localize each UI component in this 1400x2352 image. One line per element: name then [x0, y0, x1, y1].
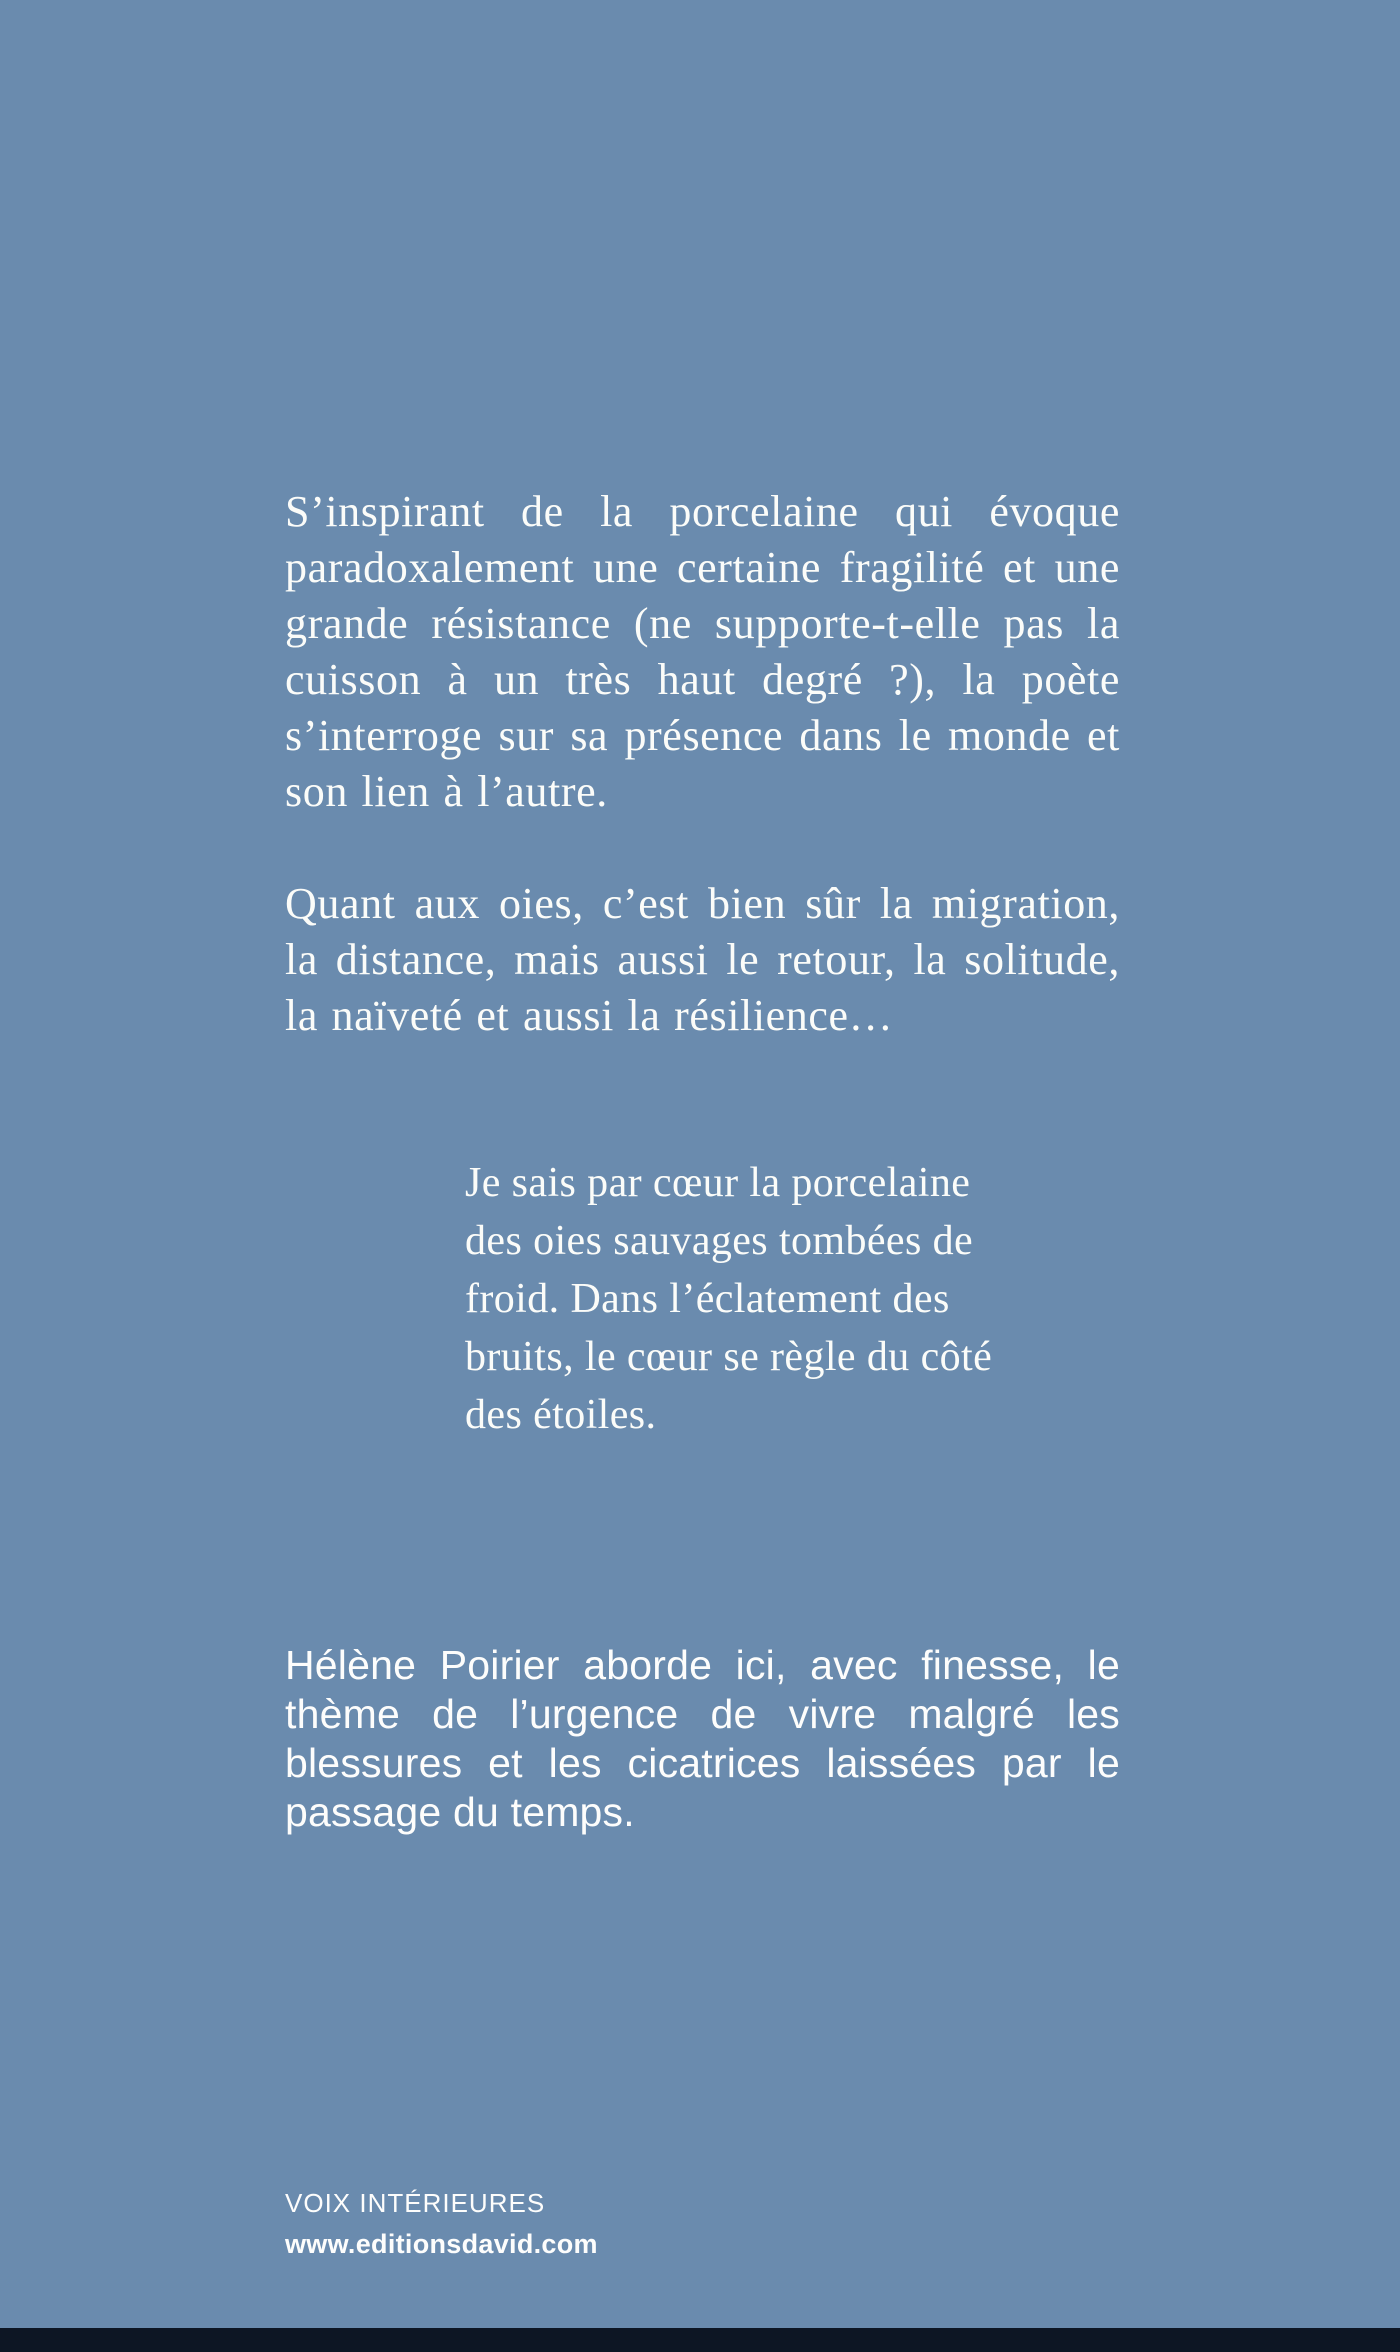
intro-paragraph: S’inspirant de la porcelaine qui évoque paradoxalement une certaine fragilité et une grande résistance (ne supporte-t-elle pas la cuisson à un très haut degré ?), la poète s’interroge sur sa présence dans le monde et son lien à l’autre.	[285, 487, 1120, 816]
theme-paragraph: Quant aux oies, c’est bien sûr la migration, la distance, mais aussi le retour, la solitude, la naïveté et aussi la résilience…	[285, 879, 1120, 1040]
bottom-spine-bar	[0, 2328, 1400, 2352]
publisher-website: www.editionsdavid.com	[285, 2229, 598, 2259]
collection-name: VOIX INTÉRIEURES	[285, 2188, 546, 2218]
poem-excerpt: Je sais par cœur la porcelaine des oies sauvages tombées de froid. Dans l’éclatement des bruits, le cœur se règle du côté des étoiles.	[465, 1160, 993, 1438]
publisher-footer	[285, 2188, 598, 2260]
author-blurb: Hélène Poirier aborde ici, avec finesse, le thème de l’urgence de vivre malgré les blessures et les cicatrices laissées par le passage du temps.	[285, 1642, 1120, 1835]
